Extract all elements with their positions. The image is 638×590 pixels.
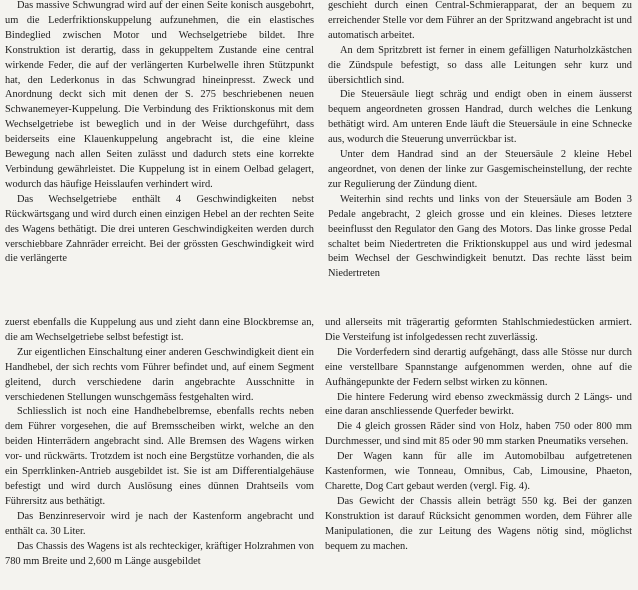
text-column-lower-right: [325, 316, 632, 590]
paragraph: Weiterhin sind rechts und links von der Steuersäule am Boden 3 Pedale angebracht, 2 gleich grosse und ein kleines. Dieses letztere beeinflusst den Regulator den Gang des Motors. Das linke grosse Pedal schaltet beim Niedertreten die Friktionskuppel aus und wird jedesmal beim Wechsel der Geschwindigkeit benutzt. Das rechte lässt beim Niedertreten: [328, 193, 632, 280]
paragraph: Schliesslich ist noch eine Handhebelbremse, ebenfalls rechts neben dem Führer vorgesehen, die auf Bremsscheiben wirkt, welche an den beiden Hinterrädern angebracht sind. Alle Bremsen des Wagens wirken vor- und rückwärts. Trotzdem ist noch eine Bergstütze vorhanden, die als ein Sperrklinken-Antrieb ausgebildet ist. Sie ist am Differentialgehäuse befestigt und wird durch Auslösung eines dünnen Drahtseils vom Führersitz aus bethätigt.: [5, 406, 314, 507]
paragraph: Der Wagen kann für alle im Automobilbau aufgetretenen Kastenformen, wie Tonneau, Omnibus, Cab, Limousine, Phaeton, Charette, Dog Cart gebaut werden (vergl. Fig. 4).: [325, 451, 632, 492]
paragraph: Das Gewicht der Chassis allein beträgt 550 kg. Bei der ganzen Konstruktion ist darauf Rücksicht genommen worden, dem Führer alle Manipulationen, die zur Leitung des Wagens nötig sind, möglichst bequem zu machen.: [325, 495, 632, 552]
paragraph: Das massive Schwungrad wird auf der einen Seite konisch ausgebohrt, um die Lederfriktionskuppelung aufzunehmen, die ein elastisches Bindeglied zwischen Motor und Wechselgetriebe bildet. Ihre Konstruktion ist derartig, dass in gekuppeltem Zustande eine central wirkende Feder, die auf der verlängerten Kurbelwelle ihren Stützpunkt hat, den Lederkonus in das Schwungrad hineinpresst. Zweck und Anordnung deckt sich mit denen der S. 275 beschriebenen neuen Schwanemeyer-Kuppelung. Die Verbindung des Friktionskonus mit dem Wechselgetriebe ist beweglich und in der Weise durchgeführt, dass beiderseits eine Klauenkuppelung angebracht ist, die eine kleine Bewegung nach allen Seiten zulässt und dadurch stets eine korrekte Verbindung gewährleistet. Die Kuppelung ist in einem Oelbad gelagert, wodurch das häufige Heisslaufen verhindert wird.: [5, 0, 314, 190]
text-column-upper-left: [5, 0, 314, 271]
paragraph: Das Chassis des Wagens ist als rechteckiger, kräftiger Holzrahmen von 780 mm Breite und 2,600 m Länge ausgebildet: [5, 540, 314, 567]
paragraph: An dem Spritzbrett ist ferner in einem gefälligen Naturholzkästchen die Zündspule befestigt, so dass alle Leitungen sehr kurz und übersichtlich sind.: [328, 44, 632, 86]
paragraph: Das Benzinreservoir wird je nach der Kastenform angebracht und enthält ca. 30 Liter.: [5, 510, 314, 537]
paragraph: Zur eigentlichen Einschaltung einer anderen Geschwindigkeit dient ein Handhebel, der sich rechts vom Führer befindet und, auf einem Segment gleitend, durch verschiedene darin angebrachte Ausschnitte in verschiedenen Stellungen wunschgemäss festgehalten wird.: [5, 346, 314, 403]
text-column-upper-right: [328, 0, 632, 280]
paragraph: Die Steuersäule liegt schräg und endigt oben in einem äusserst bequem angeordneten grossen Handrad, durch welches die Lenkung bethätigt wird. Am unteren Ende läuft die Steuersäule in eine Schnecke aus, wodurch die Steuerung unverrückbar ist.: [328, 89, 632, 146]
paragraph: Unter dem Handrad sind an der Steuersäule 2 kleine Hebel angeordnet, von denen der linke zur Gasgemischeinstellung, der rechte zur Regulierung der Zündung dient.: [328, 149, 632, 190]
text-column-lower-left: [5, 316, 314, 590]
paragraph: geschieht durch einen Central-Schmierapparat, der an bequem zu erreichender Stelle vor dem Führer an der Spritzwand angebracht ist und automatisch arbeitet.: [328, 0, 632, 41]
paragraph: Die 4 gleich grossen Räder sind von Holz, haben 750 oder 800 mm Durchmesser, und sind mit 85 oder 90 mm starken Pneumatiks versehen.: [325, 421, 632, 448]
paragraph: und allerseits mit trägerartig geformten Stahlschmiedestücken armiert. Die Versteifung ist infolgedessen recht zuverlässig.: [325, 317, 632, 343]
paragraph: Die Vorderfedern sind derartig aufgehängt, dass alle Stösse nur durch eine verstellbare Spannstange aufgenommen werden, ohne auf die Aufhängepunkte der Federn selbst wirken zu können.: [325, 346, 632, 388]
paragraph: zuerst ebenfalls die Kuppelung aus und zieht dann eine Blockbremse an, die am Wechselgetriebe selbst befestigt ist.: [5, 317, 314, 343]
paragraph: Das Wechselgetriebe enthält 4 Geschwindigkeiten nebst Rückwärtsgang und wird durch einen einzigen Hebel an der rechten Seite des Wagens bethätigt. Die drei unteren Geschwindigkeiten werden durch verschiebbare Zahnräder erreicht. Bei der grössten Geschwindigkeit wird die verlängerte: [5, 193, 314, 265]
paragraph: Die hintere Federung wird ebenso zweckmässig durch 2 Längs- und eine daran anschliessende Querfeder bewirkt.: [325, 391, 632, 418]
